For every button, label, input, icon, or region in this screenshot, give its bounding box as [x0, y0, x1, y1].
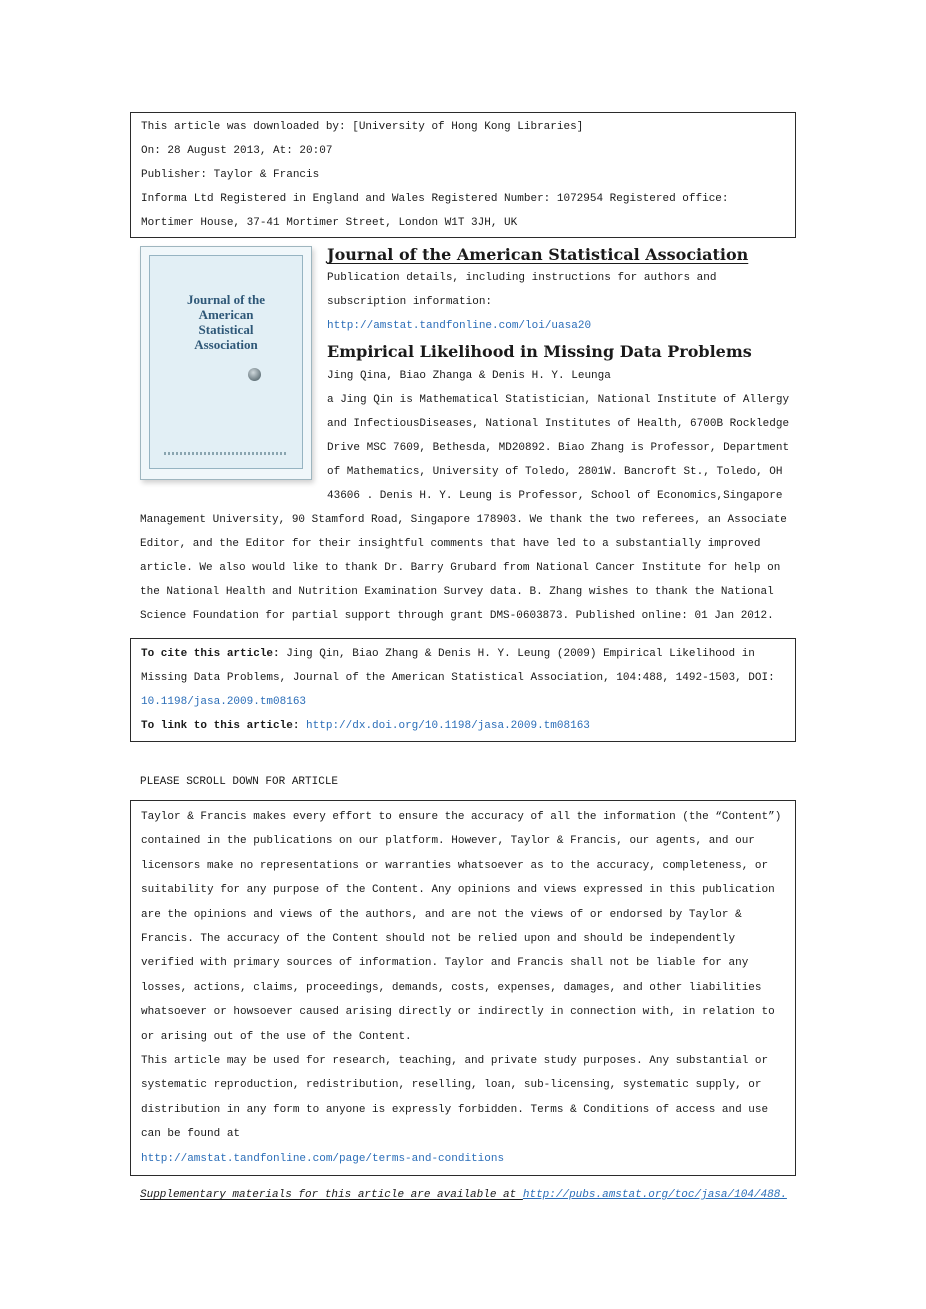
download-info-box — [130, 112, 796, 238]
disclaimer-box — [130, 800, 796, 1176]
journal-cover-image — [140, 246, 312, 480]
journal-cover-panel — [149, 255, 303, 469]
download-line-3: Publisher: Taylor & Francis — [141, 169, 320, 181]
affiliation-note: a Jing Qin is Mathematical Statistician, National Institute of Allergy and InfectiousDiseases, National Institutes of Health, 6700B Rockledge Drive MSC 7609, Bethesda, MD20892. Biao Zhang is Professor, Department of Mathematics, University of Toledo, 2801W. Bancroft St., Toledo, OH 43606 . Denis H. Y. Leung is Professor, School of Economics,Singapore Management University, 90 Stamford Road, Singapore 178903. We thank the two referees, an Associate Editor, and the Editor for their insightful comments that have led to a substantially improved article. We also would like to thank Dr. Barry Grubard from National Cancer Institute for help on the National Health and Nutrition Examination Survey data. B. Zhang wishes to thank the National Science Foundation for partial support through grant DMS-0603873. Published online: 01 Jan 2012. — [140, 394, 790, 622]
article-doi-link[interactable]: http://dx.doi.org/10.1198/jasa.2009.tm08163 — [306, 720, 590, 732]
citation-box — [130, 638, 796, 742]
article-title: Empirical Likelihood in Missing Data Problems — [327, 342, 752, 361]
download-line-4: Informa Ltd Registered in England and Wales Registered Number: 1072954 Registered office: Mortimer House, 37-41 Mortimer Street, London W1T 3JH, UK — [141, 193, 729, 229]
supplementary-text: Supplementary materials for this article are available at — [140, 1189, 523, 1202]
cover-title-line: Association — [194, 337, 258, 352]
journal-url-link[interactable]: http://amstat.tandfonline.com/loi/uasa20 — [327, 320, 592, 332]
scroll-down-note: PLEASE SCROLL DOWN FOR ARTICLE — [140, 776, 339, 788]
link-paragraph — [141, 714, 785, 738]
cite-doi-link[interactable]: 10.1198/jasa.2009.tm08163 — [141, 696, 307, 708]
journal-cover-title — [150, 292, 302, 352]
cover-title-line: American — [198, 307, 254, 322]
terms-and-conditions-link[interactable]: http://amstat.tandfonline.com/page/terms-and-conditions — [141, 1152, 505, 1165]
disclaimer-paragraph-1: Taylor & Francis makes every effort to ensure the accuracy of all the information (the “Content”) contained in the publications on our platform. However, Taylor & Francis, our agents, and our licensors make no representations or warranties whatsoever as to the accuracy, completeness, or suitability for any purpose of the Content. Any opinions and views expressed in this publication are the opinions and views of the authors, and are not the views of or endorsed by Taylor & Francis. The accuracy of the Content should not be relied upon and should be independently verified with primary sources of information. Taylor and Francis shall not be liable for any losses, actions, claims, proceedings, demands, costs, expenses, damages, and other liabilities whatsoever or howsoever caused arising directly or indirectly in connection with, in relation to or arising out of the use of the Content. — [141, 811, 782, 1043]
cover-fineprint-decoration — [164, 452, 288, 455]
cover-title-line: Journal of the — [187, 292, 265, 307]
download-line-2: On: 28 August 2013, At: 20:07 — [141, 145, 333, 157]
cover-title-line: Statistical — [198, 322, 254, 337]
supplementary-note — [130, 1187, 796, 1203]
link-label: To link to this article: — [141, 720, 300, 732]
terms-link-line — [141, 1147, 785, 1171]
download-line-1: This article was downloaded by: [University of Hong Kong Libraries] — [141, 121, 584, 133]
cite-label: To cite this article: — [141, 648, 280, 660]
cite-text: Jing Qin, Biao Zhang & Denis H. Y. Leung (2009) Empirical Likelihood in Missing Data Problems, Journal of the American Statistical Association, 104:488, 1492-1503, DOI: — [141, 648, 775, 684]
cite-paragraph — [141, 642, 785, 714]
publication-details: Publication details, including instructions for authors and subscription information: — [327, 272, 717, 308]
article-authors: Jing Qina, Biao Zhanga & Denis H. Y. Leunga — [327, 370, 611, 382]
journal-emblem-icon — [248, 368, 261, 381]
journal-title: Journal of the American Statistical Association — [327, 245, 749, 264]
supplementary-materials-link[interactable]: http://pubs.amstat.org/toc/jasa/104/488. — [522, 1189, 787, 1202]
disclaimer-paragraph-2: This article may be used for research, teaching, and private study purposes. Any substantial or systematic reproduction, redistribution, reselling, loan, sub-licensing, systematic supply, or distribution in any form to anyone is expressly forbidden. Terms & Conditions of access and use can be found at — [141, 1055, 769, 1141]
document-content — [130, 112, 796, 1203]
journal-section — [130, 244, 796, 628]
